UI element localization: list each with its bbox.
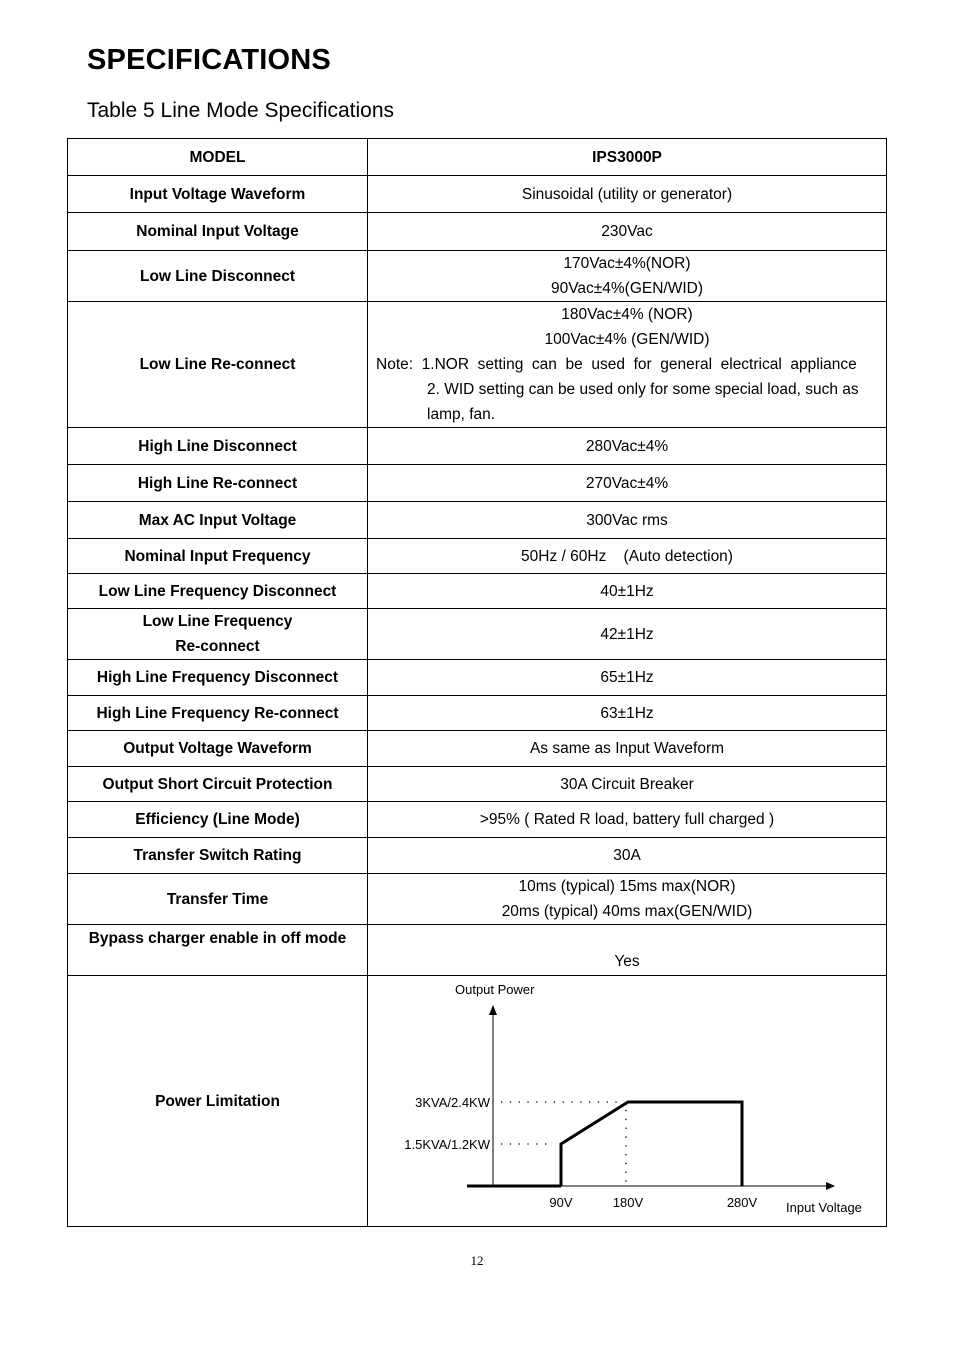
row-label: High Line Frequency Disconnect <box>68 660 368 696</box>
power-limit-series-line <box>561 1102 742 1186</box>
row-value: 300Vac rms <box>368 502 887 539</box>
row-label: Input Voltage Waveform <box>68 176 368 213</box>
x-axis-arrow <box>826 1182 835 1190</box>
row-value: 230Vac <box>368 213 887 251</box>
row-label: Nominal Input Voltage <box>68 213 368 251</box>
table-row <box>68 767 887 802</box>
label-line: Low Line Frequency <box>142 613 293 630</box>
row-value: >95% ( Rated R load, battery full charged ) <box>368 802 887 838</box>
value-line: 180Vac±4% (NOR) <box>561 306 693 323</box>
row-label: Low Line Disconnect <box>68 251 368 302</box>
value-line: 20ms (typical) 40ms max(GEN/WID) <box>501 903 753 920</box>
row-value <box>368 874 887 925</box>
power-limitation-chart-cell <box>368 976 887 1227</box>
chart-layer <box>404 1005 835 1210</box>
reconnect-note <box>368 352 886 427</box>
value-line: 170Vac±4%(NOR) <box>563 255 691 272</box>
note-line: Note: 1.NOR setting can be used for general electrical appliance <box>376 356 857 373</box>
row-label: Transfer Switch Rating <box>68 838 368 874</box>
row-label: Efficiency (Line Mode) <box>68 802 368 838</box>
value-line: 90Vac±4%(GEN/WID) <box>550 280 704 297</box>
table-row <box>68 176 887 213</box>
row-value: 30A Circuit Breaker <box>368 767 887 802</box>
row-label <box>68 609 368 660</box>
table-row <box>68 251 887 302</box>
table-header-row <box>68 139 887 176</box>
row-value: 30A <box>368 838 887 874</box>
row-label: Output Short Circuit Protection <box>68 767 368 802</box>
row-label: Transfer Time <box>68 874 368 925</box>
value-line: 10ms (typical) 15ms max(NOR) <box>518 878 736 895</box>
row-label: Output Voltage Waveform <box>68 731 368 767</box>
table-row <box>68 976 887 1227</box>
row-label: Low Line Frequency Disconnect <box>68 574 368 609</box>
table-row <box>68 302 887 428</box>
y-axis-label: Output Power <box>455 982 535 997</box>
table-row <box>68 539 887 574</box>
x-axis-label: Input Voltage <box>786 1200 862 1215</box>
table-row <box>68 838 887 874</box>
x-tick-label: 90V <box>549 1195 573 1210</box>
row-label: Low Line Re-connect <box>68 302 368 428</box>
row-value: Sinusoidal (utility or generator) <box>368 176 887 213</box>
y-axis-arrow <box>489 1005 497 1015</box>
row-label: Power Limitation <box>68 976 368 1227</box>
row-label: Nominal Input Frequency <box>68 539 368 574</box>
row-label: Bypass charger enable in off mode <box>68 925 368 976</box>
row-label: High Line Disconnect <box>68 428 368 465</box>
table-row <box>68 660 887 696</box>
table-row <box>68 465 887 502</box>
row-label: Max AC Input Voltage <box>68 502 368 539</box>
row-value: As same as Input Waveform <box>368 731 887 767</box>
header-model-value: IPS3000P <box>368 139 887 176</box>
note-line: lamp, fan. <box>427 406 496 423</box>
row-value: Yes <box>368 925 887 976</box>
row-value: 40±1Hz <box>368 574 887 609</box>
x-tick-label: 280V <box>726 1195 758 1210</box>
table-row <box>68 609 887 660</box>
table-row <box>68 502 887 539</box>
y-tick-label: 1.5KVA/1.2KW <box>404 1137 490 1152</box>
table-row <box>68 731 887 767</box>
row-value: 280Vac±4% <box>368 428 887 465</box>
table-row <box>68 874 887 925</box>
y-tick-label: 3KVA/2.4KW <box>415 1095 490 1110</box>
header-model-label: MODEL <box>68 139 368 176</box>
table-row <box>68 696 887 731</box>
x-tick-label: 180V <box>612 1195 644 1210</box>
table-row <box>68 574 887 609</box>
row-value <box>368 251 887 302</box>
note-line: 2. WID setting can be used only for some special load, such as <box>427 381 859 398</box>
value-line: 100Vac±4% (GEN/WID) <box>544 331 710 348</box>
table-row <box>68 802 887 838</box>
row-label: High Line Frequency Re-connect <box>68 696 368 731</box>
page-number: 12 <box>470 1253 484 1268</box>
row-value: 270Vac±4% <box>368 465 887 502</box>
label-line: Re-connect <box>175 638 260 655</box>
spec-table <box>67 138 887 1227</box>
row-value: 42±1Hz <box>368 609 887 660</box>
page-title: SPECIFICATIONS <box>87 44 331 76</box>
row-label: High Line Re-connect <box>68 465 368 502</box>
power-limitation-chart <box>368 976 884 1226</box>
table-row <box>68 213 887 251</box>
table-row <box>68 428 887 465</box>
table-caption: Table 5 Line Mode Specifications <box>87 99 395 122</box>
table-row <box>68 925 887 976</box>
row-value <box>368 302 887 428</box>
row-value: 50Hz / 60Hz (Auto detection) <box>368 539 887 574</box>
row-value: 65±1Hz <box>368 660 887 696</box>
row-value: 63±1Hz <box>368 696 887 731</box>
